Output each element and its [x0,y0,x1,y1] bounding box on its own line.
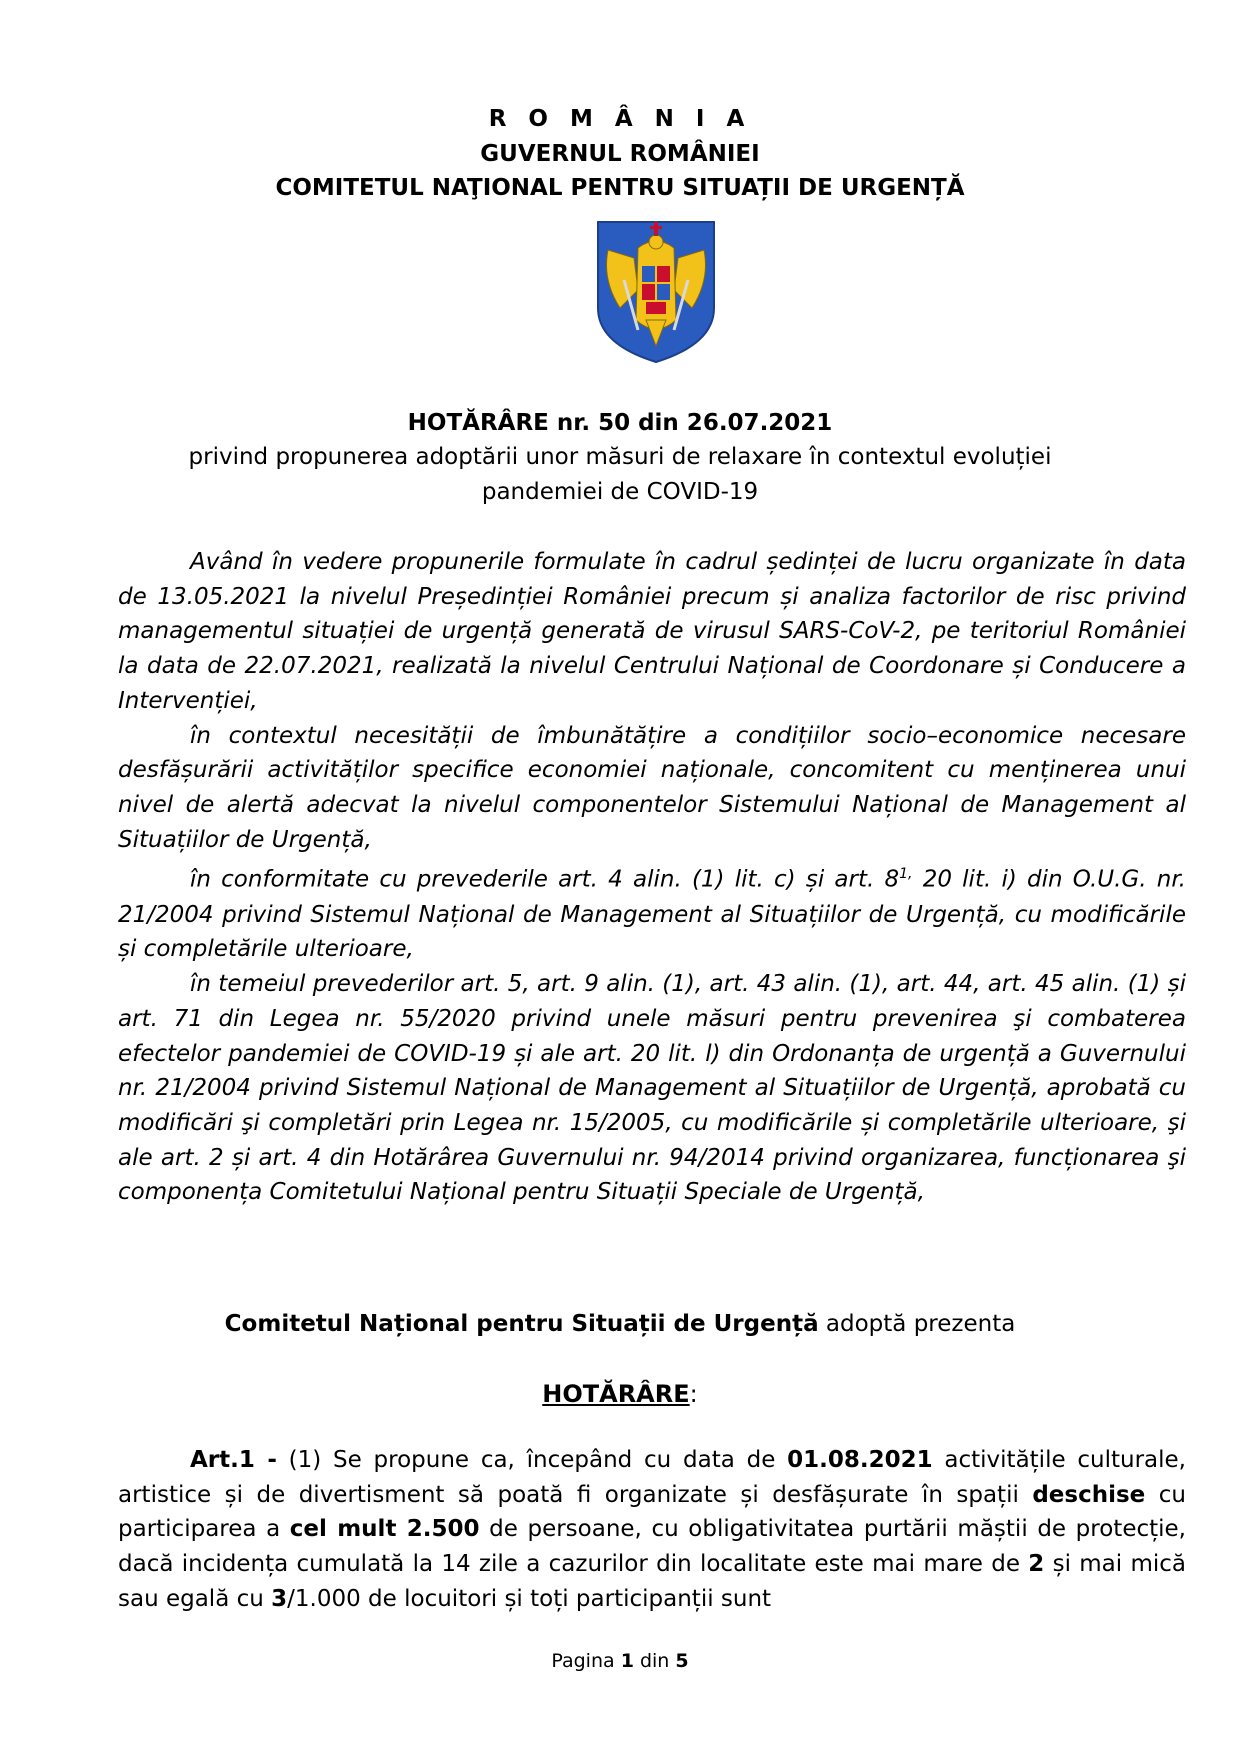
preamble-p3-superscript: 1, [899,866,913,883]
preamble [118,545,1186,1210]
header-committee: COMITETUL NAŢIONAL PENTRU SITUAȚII DE URGENȚĂ [275,175,965,201]
preamble-paragraph-4: în temeiul prevederilor art. 5, art. 9 alin. (1), art. 43 alin. (1), art. 44, art. 45 alin. (1) și art. 71 din Legea nr. 55/2020 privind unele măsuri pentru prevenirea şi combaterea efectelor pandemiei de COVID-19 și ale art. 20 lit. l) din Ordonanța de urgență a Guvernului nr. 21/2004 privind Sistemul Național de Management al Situațiilor de Urgență, aprobată cu modificări şi completări prin Legea nr. 15/2005, cu modificările și completările ulterioare, şi ale art. 2 și art. 4 din Hotărârea Guvernului nr. 94/2014 privind organizarea, funcționarea şi componența Comitetului Național pentru Situații Speciale de Urgență, [118,971,1186,1206]
header-government: GUVERNUL ROMÂNIEI [480,141,760,167]
article-1-paragraph [118,1443,1186,1617]
decision-subtitle-line1: privind propunerea adoptării unor măsuri de relaxare în contextul evoluției [188,444,1052,470]
preamble-p3-text-b: 20 lit. i) din O.U.G. nr. 21/2004 privind Sistemul Național de Management al Situațiilor de Urgență, cu modificările și completările ulterioare, [118,866,1186,963]
article-1-max-participants: cel mult 2.500 [289,1516,480,1543]
article-1-text-4: de persoane, cu obligativitatea purtării măștii de protecție, dacă incidența cumulată la 14 zile a cazurilor din localitate este mai mare de [118,1516,1186,1578]
decision-title: HOTĂRÂRE nr. 50 din 26.07.2021 [407,410,833,436]
article-1-threshold-low: 2 [1028,1551,1045,1578]
adoption-statement [0,1311,1240,1337]
preamble-paragraph-2: în contextul necesității de îmbunătățire a condițiilor socio–economice necesare desfășurării activităților specifice economiei naționale, concomitent cu menținerea unui nivel de alertă adecvat la nivelul componentelor Sistemului Național de Management al Situațiilor de Urgență, [118,722,1186,853]
header-country: R O M Â N I A [488,106,752,132]
article-1-text-5: și mai mică sau egală cu [118,1551,1186,1612]
page-footer [0,1650,1240,1672]
decision-colon: : [689,1380,698,1408]
adoption-committee: Comitetul Național pentru Situații de Urgență [224,1311,819,1337]
article-1-date: 01.08.2021 [787,1447,933,1473]
decision-word: HOTĂRÂRE [542,1380,690,1408]
adoption-rest: adoptă prezenta [818,1311,1016,1337]
article-1-label: Art.1 - [190,1447,277,1473]
footer-page-number: 1 [620,1650,634,1672]
footer-separator: din [633,1650,676,1672]
footer-page-total: 5 [675,1650,689,1672]
coat-of-arms-icon [594,220,718,364]
preamble-paragraph-1: Având în vedere propunerile formulate în cadrul ședinței de lucru organizate în data de 13.05.2021 la nivelul Președinției României precum și analiza factorilor de risc privind managementul situației de urgență generată de virusul SARS-CoV-2, pe teritoriul României la data de 22.07.2021, realizată la nivelul Centrului Național de Coordonare și Conducere a Intervenției, [118,549,1186,714]
article-1-text-3: cu participarea a [118,1481,1186,1543]
article-1-text-2: activitățile culturale, artistice și de divertisment să poată fi organizate și desfășurate în spații [118,1447,1186,1508]
article-1-text-6: /1.000 de locuitori și toți participanții sunt [287,1585,772,1612]
footer-label: Pagina [551,1650,621,1672]
preamble-paragraph-3 [118,857,1186,967]
article-1-open-spaces: deschise [1032,1481,1146,1508]
decision-heading [0,1380,1240,1408]
article-1-threshold-high: 3 [271,1585,288,1612]
article-1-text-1: (1) Se propune ca, începând cu data de [276,1447,788,1473]
article-1 [118,1443,1186,1617]
preamble-p3-text-a: în conformitate cu prevederile art. 4 alin. (1) lit. c) și art. 8 [190,866,900,893]
decision-subtitle-line2: pandemiei de COVID-19 [481,479,759,505]
